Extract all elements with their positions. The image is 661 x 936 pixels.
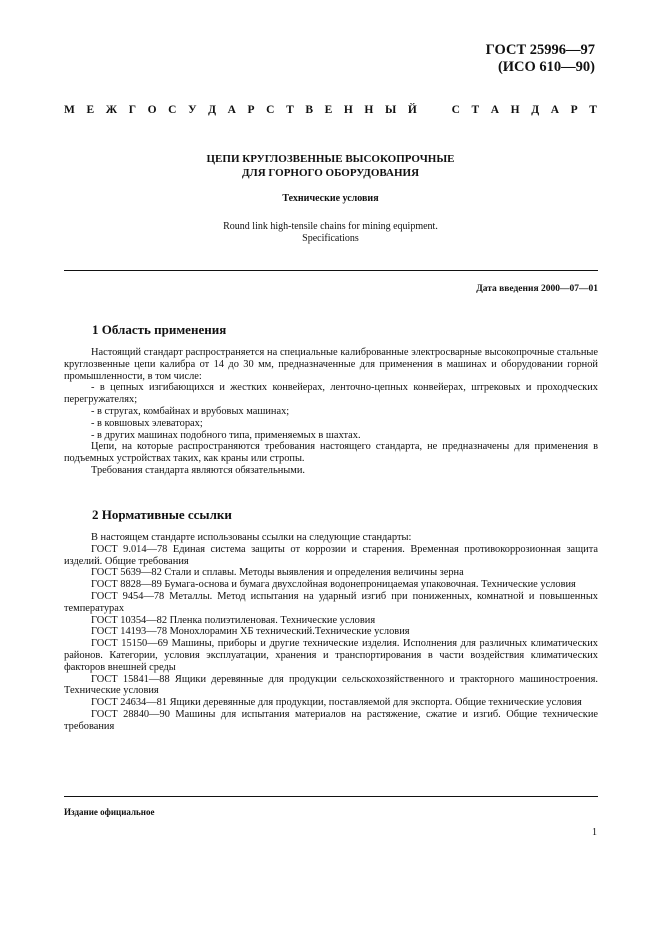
gost-code-block <box>486 42 595 76</box>
banner-letter: Р <box>247 104 255 116</box>
reference-item: ГОСТ 24634—81 Ящики деревянные для продукции, поставляемой для экспорта. Общие технические условия <box>91 697 582 709</box>
banner-letter: Й <box>407 104 417 116</box>
reference-item: ГОСТ 28840—90 Машины для испытания материалов на растяжение, сжатие и изгиб. Общие технические требования <box>64 708 598 732</box>
banner-letter: Р <box>570 104 578 116</box>
list-item: - в цепных изгибающихся и жестких конвейерах, ленточно-цепных конвейерах, штрековых и проходческих перегружателях; <box>64 382 598 406</box>
english-title <box>64 221 597 245</box>
banner-letter: Д <box>531 104 540 116</box>
banner-letter: О <box>147 104 157 116</box>
banner-letter: М <box>64 104 75 116</box>
banner-letter: Г <box>128 104 137 116</box>
banner-letter: Н <box>510 104 520 116</box>
banner-letter: Ы <box>384 104 397 116</box>
banner-letter: Ж <box>105 104 118 116</box>
reference-item: ГОСТ 5639—82 Стали и сплавы. Методы выявления и определения величины зерна <box>91 567 464 579</box>
standard-title <box>64 152 597 180</box>
banner-letter: В <box>305 104 313 116</box>
banner-letter: А <box>490 104 500 116</box>
gost-number: ГОСТ 25996—97 <box>485 42 595 58</box>
paragraph: Настоящий стандарт распространяется на специальные калиброванные электросварные высокопрочные стальные круглозвенные цепи калибра от 14 до 30 мм, предназначенные для применения в машинах и оборудовании горной промышленности, в том числе: <box>64 347 598 382</box>
interstate-standard-banner <box>64 104 597 116</box>
banner-letter: С <box>266 104 275 116</box>
banner-letter: С <box>451 104 460 116</box>
standard-subtitle: Технические условия <box>282 193 379 204</box>
banner-letter: Т <box>286 104 294 116</box>
page-number: 1 <box>592 827 597 838</box>
title-line-2: ДЛЯ ГОРНОГО ОБОРУДОВАНИЯ <box>241 167 420 179</box>
reference-item: ГОСТ 8828—89 Бумага-основа и бумага двухслойная водонепроницаемая упаковочная. Технические условия <box>91 579 576 591</box>
reference-item: ГОСТ 15150—69 Машины, приборы и другие технические изделия. Исполнения для различных климатических районов. Категории, условия эксплуатации, хранения и транспортирования в части воздействия климатических факторов внешней среды <box>64 638 598 673</box>
list-item: - в стругах, комбайнах и врубовых машинах; <box>91 405 290 417</box>
header-divider <box>64 270 598 271</box>
banner-letter: Т <box>471 104 480 116</box>
reference-item: ГОСТ 9.014—78 Единая система защиты от коррозии и старения. Временная противокоррозионная защита изделий. Общие требования <box>64 543 598 567</box>
reference-item: ГОСТ 9454—78 Металлы. Метод испытания на ударный изгиб при пониженных, комнатной и повышенных температурах <box>64 590 598 614</box>
english-title-line-2: Specifications <box>302 233 359 244</box>
reference-item: ГОСТ 10354—82 Пленка полиэтиленовая. Технические условия <box>91 614 376 626</box>
banner-letter: Н <box>343 104 353 116</box>
banner-letter: А <box>227 104 236 116</box>
introduction-date: Дата введения 2000—07—01 <box>476 284 598 294</box>
section-normative-references <box>64 507 598 733</box>
section-scope <box>64 322 598 477</box>
banner-letter: Е <box>86 104 95 116</box>
title-line-1: ЦЕПИ КРУГЛОЗВЕННЫЕ ВЫСОКОПРОЧНЫЕ <box>206 153 455 165</box>
section-heading: 1 Область применения <box>92 322 227 337</box>
banner-letter: Е <box>324 104 333 116</box>
paragraph: В настоящем стандарте использованы ссылки на следующие стандарты: <box>91 532 412 543</box>
banner-letter: У <box>188 104 197 116</box>
official-edition-label: Издание официальное <box>64 807 155 817</box>
list-item: - в других машинах подобного типа, применяемых в шахтах. <box>91 429 361 441</box>
list-item: - в ковшовых элеваторах; <box>91 417 203 429</box>
footer-divider <box>64 796 598 797</box>
iso-number: (ИСО 610—90) <box>497 59 595 75</box>
english-title-line-1: Round link high-tensile chains for mining equipment. <box>223 221 438 232</box>
paragraph: Требования стандарта являются обязательными. <box>91 464 306 476</box>
reference-item: ГОСТ 15841—88 Ящики деревянные для продукции сельскохозяйственного и тракторного машиностроения. Технические условия <box>64 673 598 697</box>
banner-letter: С <box>168 104 177 116</box>
banner-letter: Н <box>364 104 374 116</box>
reference-item: ГОСТ 14193—78 Монохлорамин ХБ технический.Технические условия <box>91 626 410 638</box>
banner-letter: Т <box>589 104 597 116</box>
section-heading: 2 Нормативные ссылки <box>92 507 232 522</box>
paragraph: Цепи, на которые распространяются требования настоящего стандарта, не предназначены для применения в подъемных устройствах таких, как краны или стропы. <box>64 441 598 465</box>
banner-letter: Д <box>208 104 217 116</box>
banner-letter: А <box>550 104 560 116</box>
